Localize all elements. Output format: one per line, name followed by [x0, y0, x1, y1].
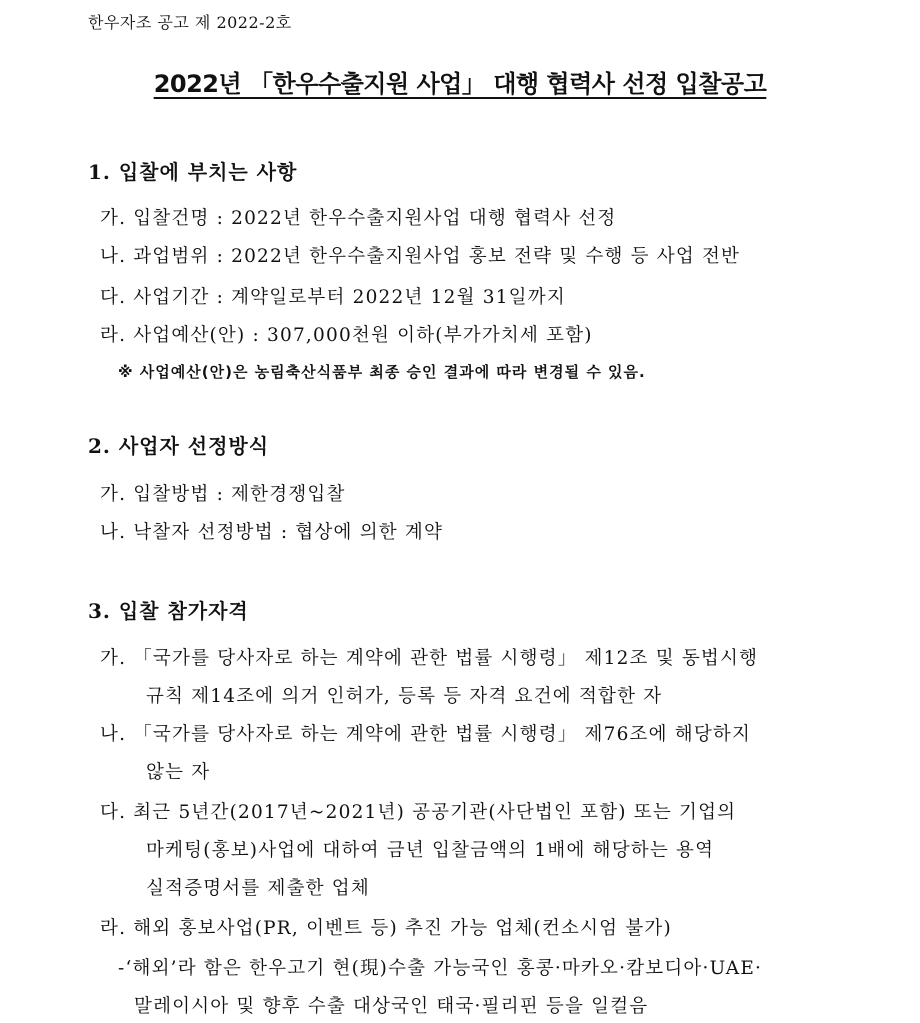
page-title: 2022년 「한우수출지원 사업」 대행 협력사 선정 입찰공고 — [153, 70, 767, 98]
section3-heading: 3. 입찰 참가자격 — [88, 599, 249, 623]
section3-item-c-line2: 마케팅(홍보)사업에 대하여 금년 입찰금액의 1배에 해당하는 용역 — [146, 840, 715, 861]
section3-item-d: 라. 해외 홍보사업(PR, 이벤트 등) 추진 가능 업체(컨소시엄 불가) — [100, 918, 672, 939]
section1-item-c: 다. 사업기간 : 계약일로부터 2022년 12월 31일까지 — [100, 287, 566, 308]
section1-heading: 1. 입찰에 부치는 사항 — [88, 160, 298, 184]
doc-number: 한우자조 공고 제 2022-2호 — [88, 13, 292, 32]
section3-item-c-line1: 다. 최근 5년간(2017년~2021년) 공공기관(사단법인 포함) 또는 기업의 — [100, 802, 737, 823]
section1-item-a: 가. 입찰건명 : 2022년 한우수출지원사업 대행 협력사 선정 — [100, 208, 617, 229]
section3-item-c-line3: 실적증명서를 제출한 업체 — [146, 878, 370, 899]
section1-item-b: 나. 과업범위 : 2022년 한우수출지원사업 홍보 전략 및 수행 등 사업 전반 — [100, 246, 741, 267]
section3-item-d-sub-line1: -‘해외’라 함은 한우고기 현(現)수출 가능국인 홍콩·마카오·캄보디아·UAE· — [118, 958, 763, 979]
section3-item-b-line1: 나. 「국가를 당사자로 하는 계약에 관한 법률 시행령」 제76조에 해당하지 — [100, 724, 752, 745]
section2-item-a: 가. 입찰방법 : 제한경쟁입찰 — [100, 484, 346, 505]
budget-note: ※ 사업예산(안)은 농림축산식품부 최종 승인 결과에 따라 변경될 수 있음. — [118, 363, 646, 381]
section3-item-a-line1: 가. 「국가를 당사자로 하는 계약에 관한 법률 시행령」 제12조 및 동법시행 — [100, 648, 759, 669]
section3-item-b-line2: 않는 자 — [146, 762, 211, 783]
section1-item-d: 라. 사업예산(안) : 307,000천원 이하(부가가치세 포함) — [100, 325, 593, 346]
section3-item-a-line2: 규칙 제14조에 의거 인허가, 등록 등 자격 요건에 적합한 자 — [146, 686, 663, 707]
section2-heading: 2. 사업자 선정방식 — [88, 434, 270, 458]
section3-item-d-sub-line2: 말레이시아 및 향후 수출 대상국인 태국·필리핀 등을 일컬음 — [134, 996, 649, 1017]
section2-item-b: 나. 낙찰자 선정방법 : 협상에 의한 계약 — [100, 522, 444, 543]
